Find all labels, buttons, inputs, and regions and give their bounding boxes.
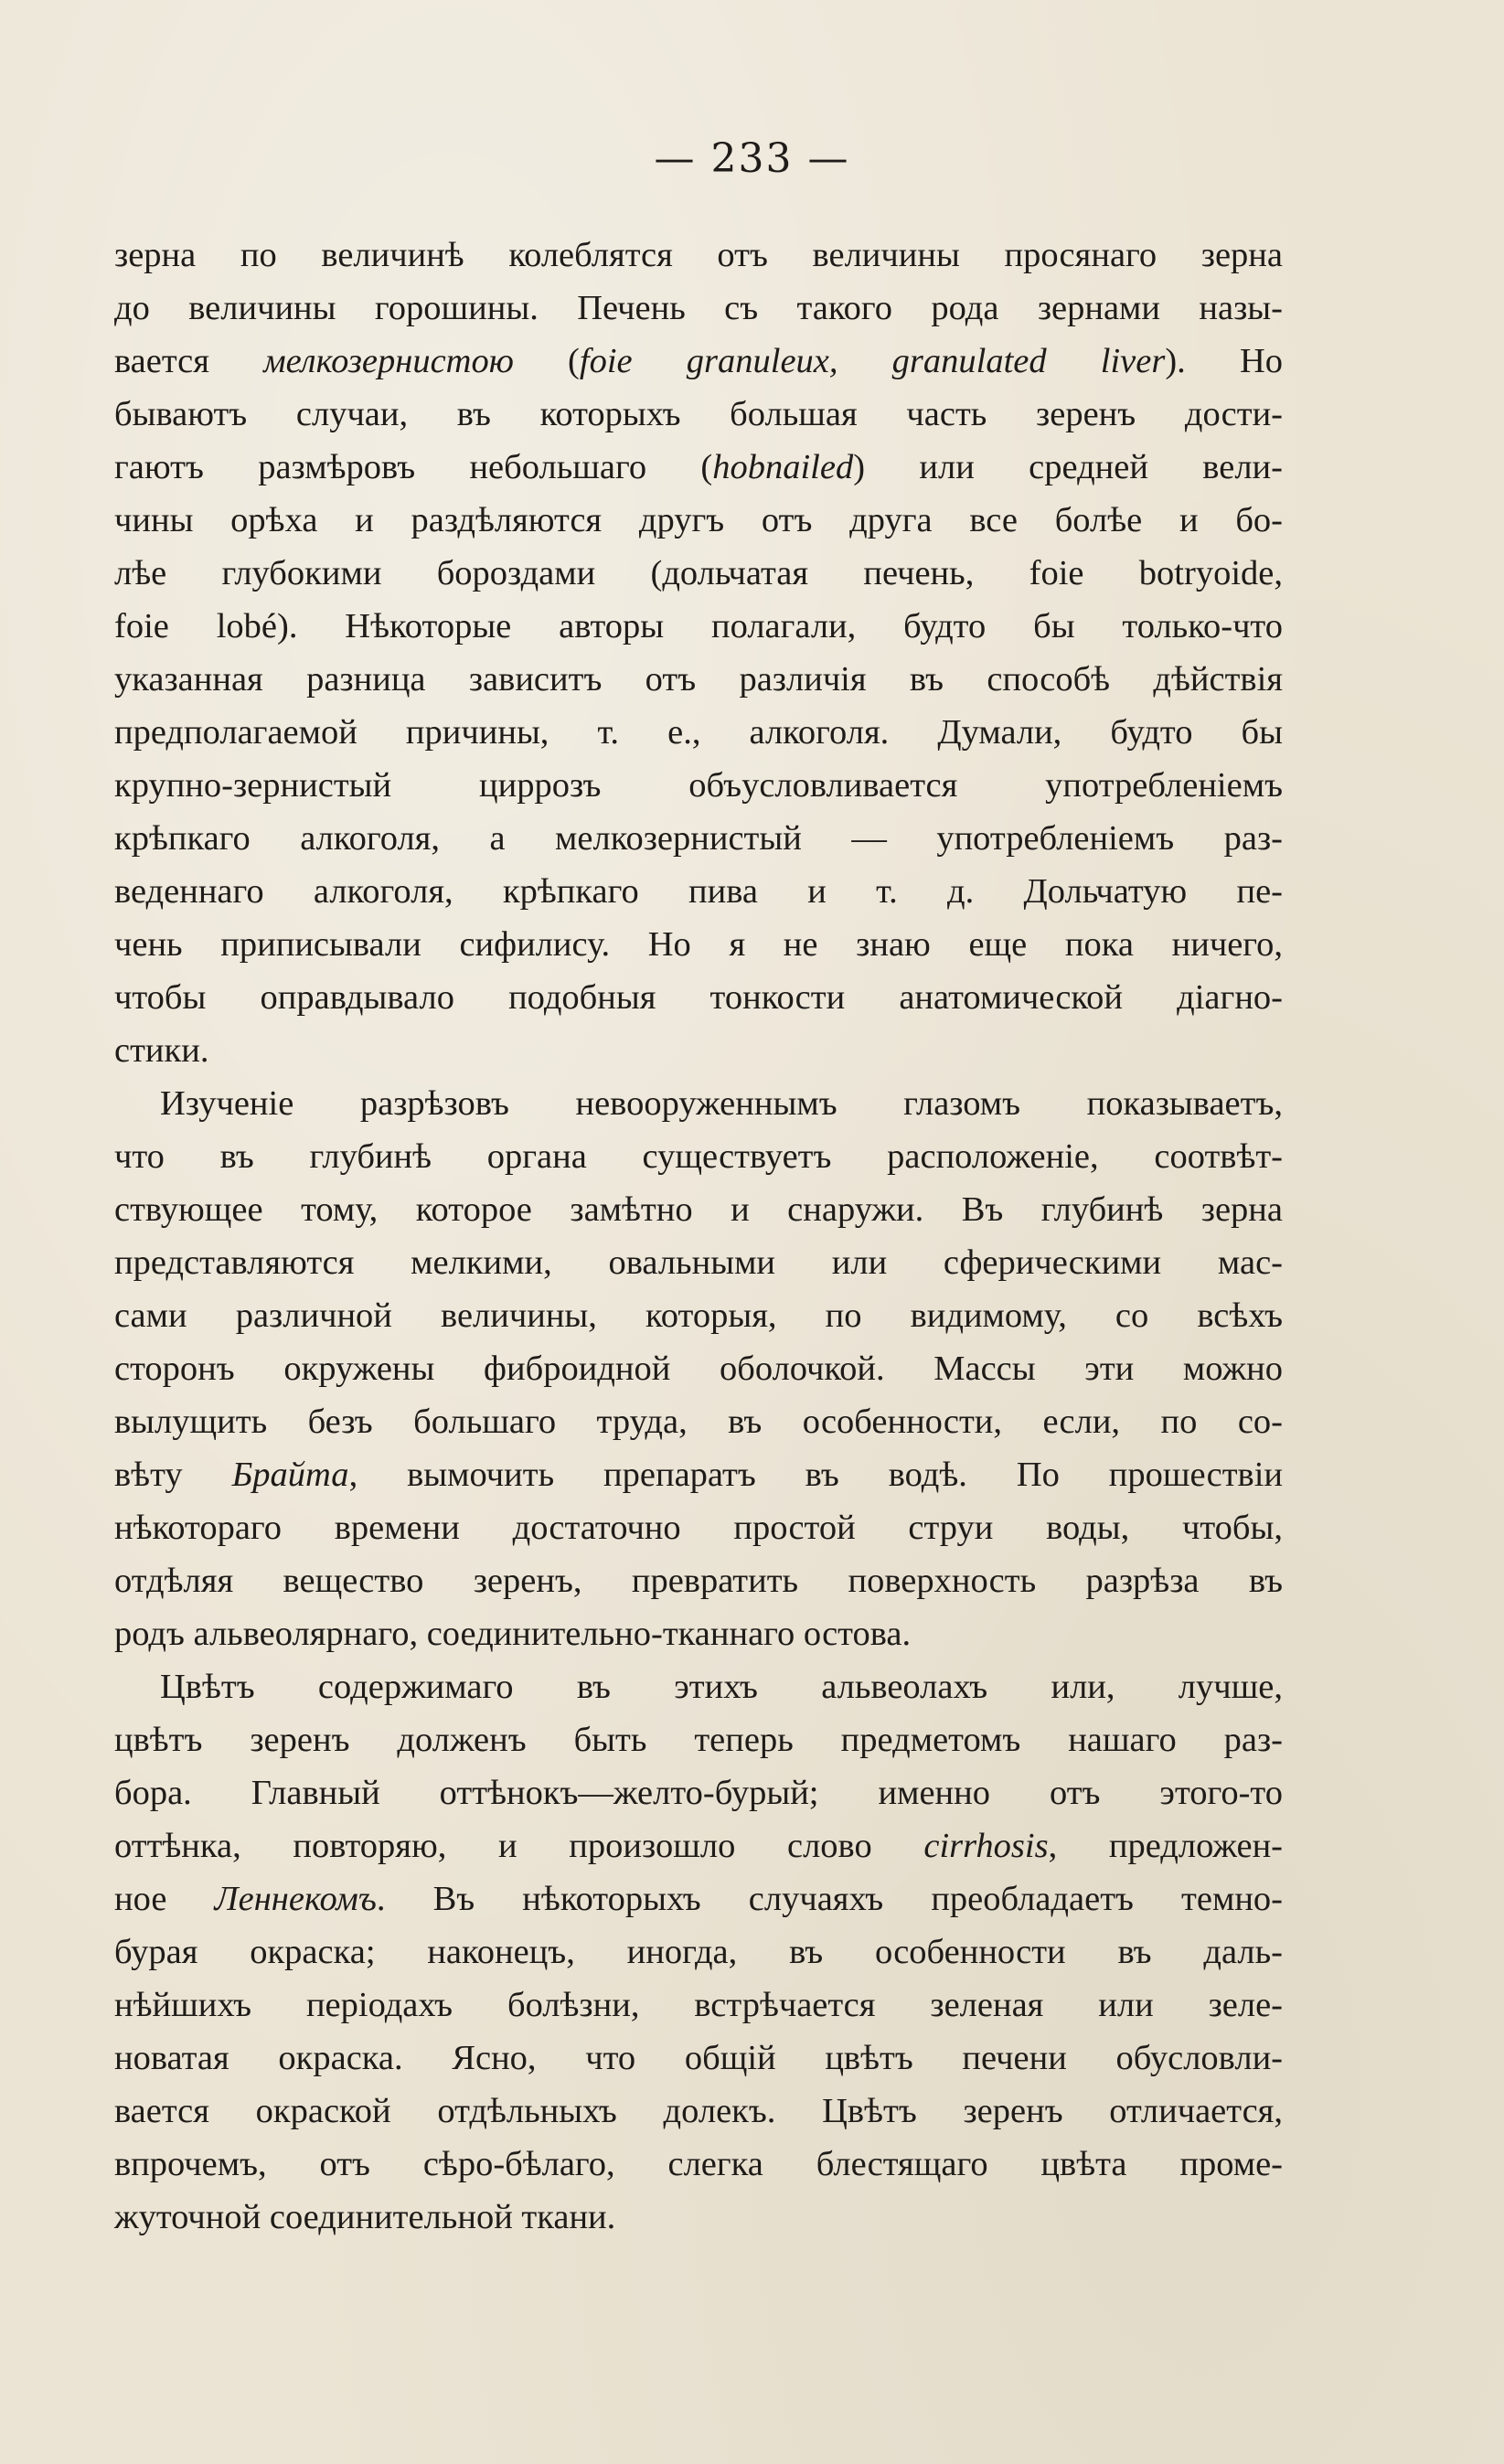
text-run: чень приписывали сифилису. Но я не знаю еще пока ничего, (114, 925, 1283, 964)
text-run: жуточной соединительной ткани. (114, 2198, 616, 2236)
text-run: нѣйшихъ періодахъ болѣзни, встрѣчается зеленая или зеле- (114, 1986, 1283, 2024)
italic-text-run: cirrhosis (923, 1827, 1049, 1865)
text-line (114, 918, 1283, 971)
italic-text-run: мелкозернистою (263, 342, 514, 380)
italic-text-run: Брайта (231, 1456, 349, 1494)
text-run: чины орѣха и раздѣляются другъ отъ друга все болѣе и бо- (114, 501, 1283, 539)
body-text (114, 229, 1283, 2244)
text-line (114, 1395, 1283, 1448)
paragraph (114, 1077, 1283, 1660)
text-line (114, 653, 1283, 706)
text-line (114, 706, 1283, 759)
text-line (114, 1501, 1283, 1554)
text-line (114, 1130, 1283, 1183)
text-run: нѣкотораго времени достаточно простой струи воды, чтобы, (114, 1509, 1283, 1547)
text-line (114, 1342, 1283, 1395)
italic-text-run: Леннекомъ (214, 1880, 377, 1918)
text-line (114, 1183, 1283, 1236)
text-line (114, 282, 1283, 335)
text-run: стики. (114, 1031, 209, 1070)
text-line (114, 971, 1283, 1024)
text-line (114, 1713, 1283, 1766)
text-line (114, 229, 1283, 282)
text-run: зерна по величинѣ колеблятся отъ величины просянаго зерна (114, 236, 1283, 274)
text-line (114, 1236, 1283, 1289)
text-run: бурая окраска; наконецъ, иногда, въ особенности въ даль- (114, 1933, 1283, 1971)
text-line (114, 1077, 1283, 1130)
text-run: ствующее тому, которое замѣтно и снаружи. Въ глубинѣ зерна (114, 1190, 1283, 1229)
text-line (114, 600, 1283, 653)
paragraph (114, 229, 1283, 1077)
text-run: вается (114, 342, 264, 380)
text-line (114, 1554, 1283, 1607)
text-line (114, 494, 1283, 547)
text-run: отдѣляя вещество зеренъ, превратить поверхность разрѣза въ (114, 1562, 1283, 1600)
text-run: цвѣтъ зеренъ долженъ быть теперь предметомъ нашаго раз- (114, 1721, 1283, 1759)
text-run: , вымочить препаратъ въ водѣ. По прошествіи (348, 1456, 1283, 1494)
text-line (114, 1607, 1283, 1660)
text-run: Цвѣтъ содержимаго въ этихъ альвеолахъ или, лучше, (160, 1668, 1283, 1706)
text-line (114, 335, 1283, 388)
text-run: вѣту (114, 1456, 232, 1494)
text-run: оттѣнка, повторяю, и произошло слово (114, 1827, 924, 1865)
text-line (114, 1766, 1283, 1819)
text-line (114, 388, 1283, 441)
text-run: ). Но (1165, 342, 1284, 380)
text-line (114, 1448, 1283, 1501)
text-run: бываютъ случаи, въ которыхъ большая часть зеренъ дости- (114, 395, 1283, 433)
page-number: — 233 — (654, 135, 850, 182)
text-run: впрочемъ, отъ сѣро-бѣлаго, слегка блестящаго цвѣта проме- (114, 2145, 1283, 2183)
text-line (114, 1979, 1283, 2032)
text-run: указанная разница зависитъ отъ различія въ способѣ дѣйствія (114, 660, 1283, 699)
text-line (114, 1925, 1283, 1979)
text-run: foie lobé). Нѣкоторые авторы полагали, будто бы только-что (114, 607, 1283, 645)
text-run: . Въ нѣкоторыхъ случаяхъ преобладаетъ темно- (376, 1880, 1283, 1918)
text-run: Изученіе разрѣзовъ невооруженнымъ глазомъ показываетъ, (160, 1084, 1283, 1123)
text-run: крѣпкаго алкоголя, а мелкозернистый — употребленіемъ раз- (114, 819, 1283, 858)
text-run: вается окраской отдѣльныхъ долекъ. Цвѣтъ зеренъ отличается, (114, 2092, 1283, 2130)
text-run: сторонъ окружены фиброидной оболочкой. Массы эти можно (114, 1349, 1283, 1388)
text-line (114, 2085, 1283, 2138)
text-line (114, 2032, 1283, 2085)
text-run: лѣе глубокими бороздами (дольчатая печень, foie botryoide, (114, 554, 1283, 592)
text-run: что въ глубинѣ органа существуетъ расположеніе, соотвѣт- (114, 1137, 1283, 1176)
text-run: представляются мелкими, овальными или сферическими мас- (114, 1243, 1283, 1282)
text-run: чтобы оправдывало подобныя тонкости анатомической діагно- (114, 978, 1283, 1017)
text-run: предполагаемой причины, т. е., алкоголя. Думали, будто бы (114, 713, 1283, 752)
text-line (114, 812, 1283, 865)
text-run: новатая окраска. Ясно, что общій цвѣтъ печени обусловли- (114, 2039, 1283, 2077)
text-run: родъ альвеолярнаго, соединительно-тканнаго остова. (114, 1615, 912, 1653)
text-run: , предложен- (1048, 1827, 1283, 1865)
text-line (114, 865, 1283, 918)
text-line (114, 1872, 1283, 1925)
text-line (114, 1819, 1283, 1872)
text-run: ное (114, 1880, 215, 1918)
text-run: вылущить безъ большаго труда, въ особенности, если, по со- (114, 1403, 1283, 1441)
text-run: веденнаго алкоголя, крѣпкаго пива и т. д. Дольчатую пе- (114, 872, 1283, 911)
italic-text-run: hobnailed (712, 448, 854, 486)
text-run: сами различной величины, которыя, по видимому, со всѣхъ (114, 1296, 1283, 1335)
text-line (114, 1289, 1283, 1342)
text-line (114, 1024, 1283, 1077)
text-line (114, 759, 1283, 812)
text-line (114, 2138, 1283, 2191)
paragraph (114, 1660, 1283, 2244)
text-run: ( (513, 342, 580, 380)
text-run: крупно-зернистый циррозъ объусловливается употребленіемъ (114, 766, 1283, 805)
text-line (114, 547, 1283, 600)
text-run: ) или средней вели- (853, 448, 1283, 486)
text-line (114, 1660, 1283, 1713)
text-run: до величины горошины. Печень съ такого рода зернами назы- (114, 289, 1283, 327)
italic-text-run: foie granuleux, granulated liver (579, 342, 1166, 380)
text-line (114, 2191, 1283, 2244)
text-line (114, 441, 1283, 494)
text-run: бора. Главный оттѣнокъ—желто-бурый; именно отъ этого-то (114, 1774, 1283, 1812)
text-run: гаютъ размѣровъ небольшаго ( (114, 448, 713, 486)
